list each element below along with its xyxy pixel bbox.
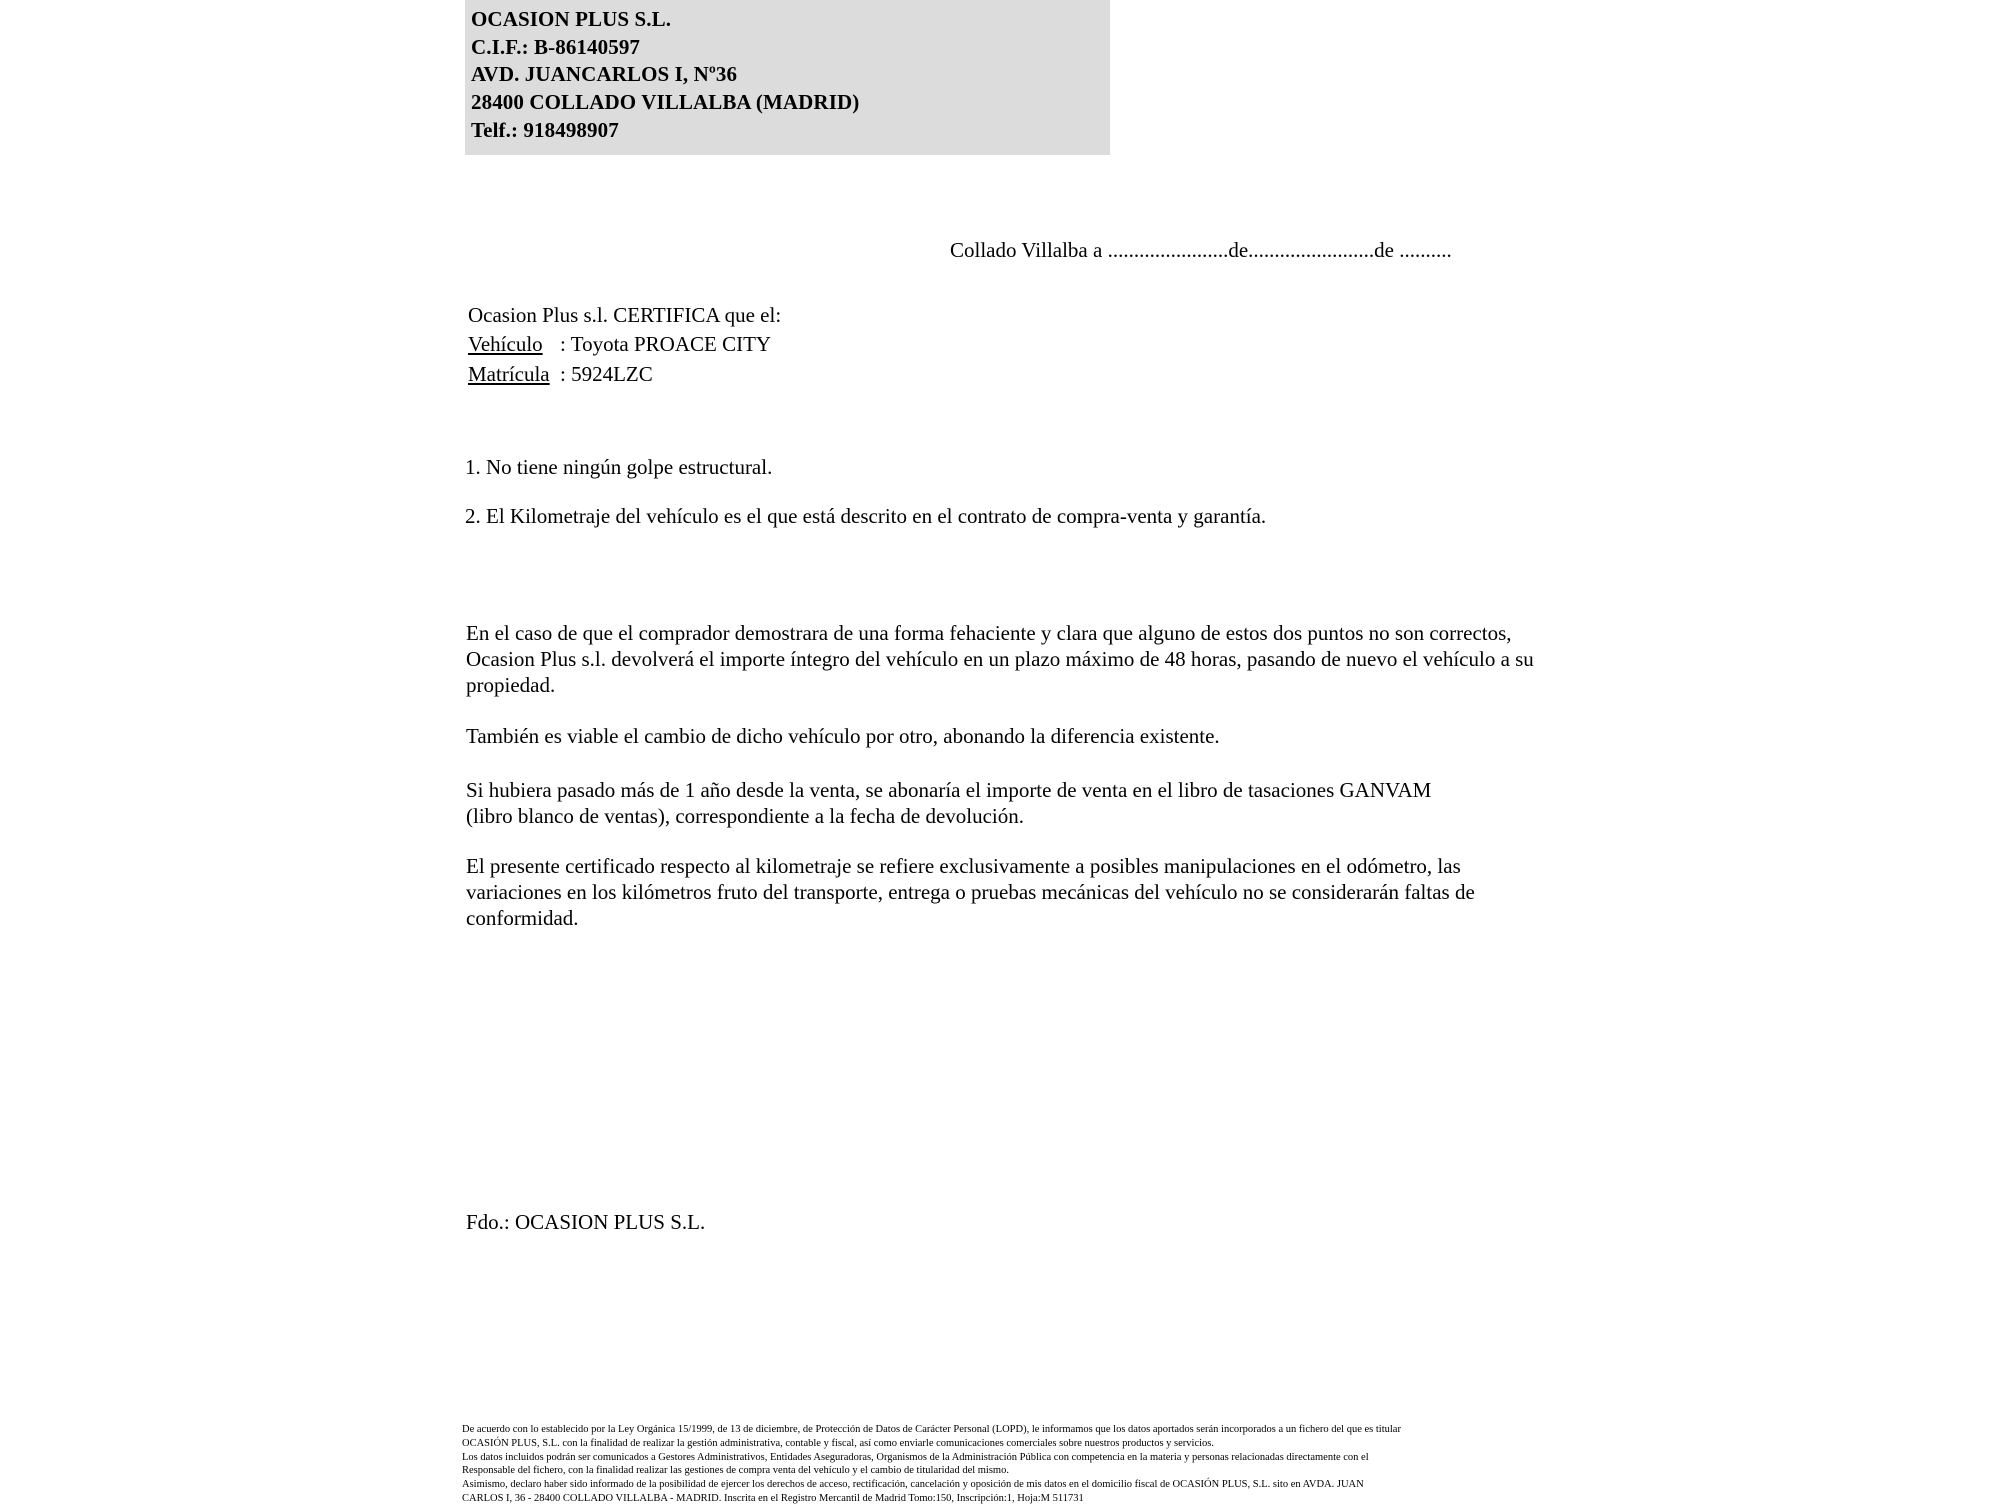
- certification-block: [468, 302, 781, 390]
- plate-value: : 5924LZC: [560, 361, 653, 386]
- signature-line: Fdo.: OCASION PLUS S.L.: [466, 1210, 706, 1234]
- paragraph-refund-terms: En el caso de que el comprador demostrara de una forma fehaciente y clara que alguno de estos dos puntos no son correctos, Ocasion Plus s.l. devolverá el importe íntegro del vehículo en un plazo máximo de 48 horas, pasando de nuevo el vehículo a su propiedad.: [466, 621, 1534, 698]
- legal-line-4: Responsable del fichero, con la finalidad realizar las gestiones de compra venta del vehículo y el cambio de titularidad del mismo.: [462, 1465, 1009, 1477]
- company-cif: C.I.F.: B-86140597: [471, 34, 641, 59]
- vehicle-row: [468, 331, 781, 357]
- legal-line-5: Asimismo, declaro haber sido informado de la posibilidad de ejercer los derechos de acceso, rectificación, cancelación y oposición de mis datos en el domicilio fiscal de OCASIÓN PLUS, S.L. sito en AVDA. JUAN: [462, 1479, 1364, 1491]
- vehicle-value: : Toyota PROACE CITY: [560, 332, 772, 357]
- paragraph-one-year-clause: Si hubiera pasado más de 1 año desde la venta, se abonaría el importe de venta en el libro de tasaciones GANVAM (libro blanco de ventas), correspondiente a la fecha de devolución.: [466, 778, 1432, 829]
- plate-row: [468, 361, 781, 387]
- legal-line-1: De acuerdo con lo establecido por la Ley Orgánica 15/1999, de 13 de diciembre, de Protección de Datos de Carácter Personal (LOPD), le informamos que los datos aportados serán incorporados a un fichero del que es titular: [462, 1424, 1401, 1435]
- company-city: 28400 COLLADO VILLALBA (MADRID): [471, 90, 860, 115]
- legal-line-6: CARLOS I, 36 - 28400 COLLADO VILLALBA - MADRID. Inscrita en el Registro Mercantil de Madrid Tomo:150, Inscripción:1, Hoja:M 511731: [462, 1492, 1084, 1504]
- plate-label: Matrícula: [468, 361, 550, 386]
- legal-footer: [462, 1424, 1562, 1507]
- legal-line-2: OCASIÓN PLUS, S.L. con la finalidad de realizar la gestión administrativa, contable y fiscal, así como enviarle comunicaciones comerciales sobre nuestros productos y servicios.: [462, 1437, 1214, 1449]
- legal-line-3: Los datos incluidos podrán ser comunicados a Gestores Administrativos, Entidades Aseguradoras, Organismos de la Administración Pública con competencia en la materia y personas relacionadas directamente con el: [462, 1451, 1369, 1463]
- vehicle-label: Vehículo: [468, 332, 543, 357]
- letterhead-block: [465, 0, 1110, 155]
- certification-point-2: 2. El Kilometraje del vehículo es el que está descrito en el contrato de compra-venta y garantía.: [465, 504, 1267, 528]
- certification-point-1: 1. No tiene ningún golpe estructural.: [465, 455, 773, 479]
- date-line: Collado Villalba a .......................de........................de ..........: [950, 238, 1452, 262]
- paragraph-odometer-scope: El presente certificado respecto al kilometraje se refiere exclusivamente a posibles manipulaciones en el odómetro, las variaciones en los kilómetros fruto del transporte, entrega o pruebas mecánicas del vehículo no se considerarán faltas de conformidad.: [466, 854, 1475, 931]
- company-address: AVD. JUANCARLOS I, Nº36: [471, 62, 738, 87]
- company-phone: Telf.: 918498907: [471, 117, 619, 142]
- certifica-intro: Ocasion Plus s.l. CERTIFICA que el:: [468, 303, 782, 327]
- company-name: OCASION PLUS S.L.: [471, 7, 672, 31]
- paragraph-exchange-option: También es viable el cambio de dicho vehículo por otro, abonando la diferencia existente.: [466, 724, 1220, 748]
